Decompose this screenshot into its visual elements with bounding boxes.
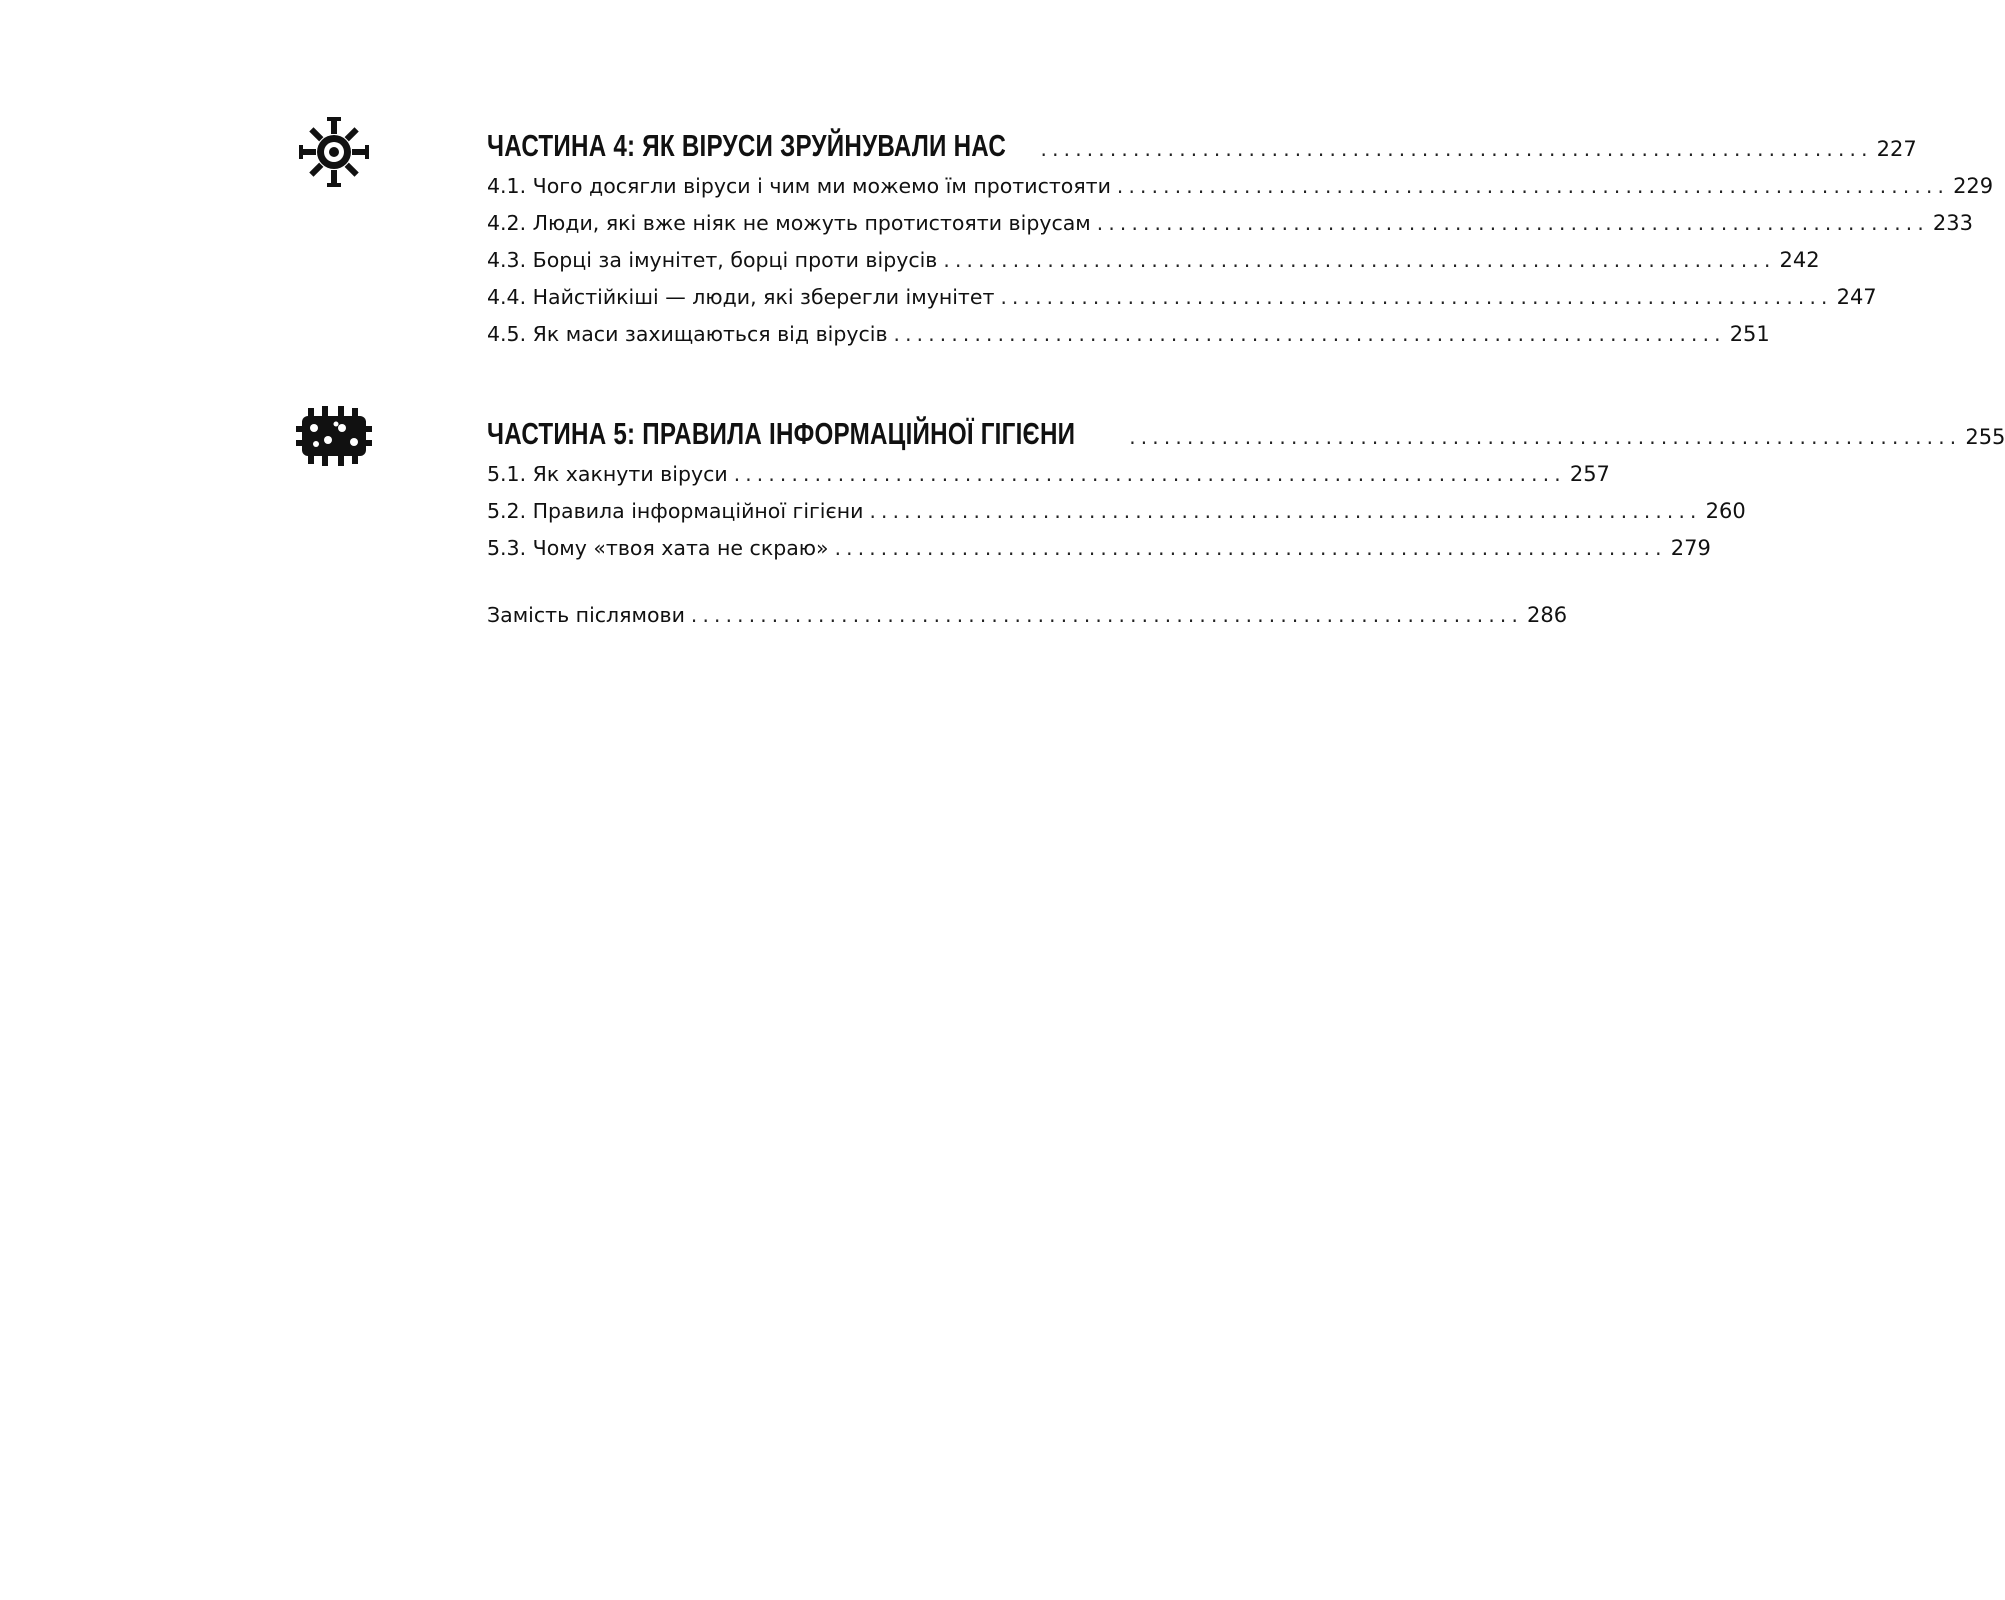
toc-entry-5-1[interactable] [487,462,1610,499]
toc-entry-title: 5.1. Як хакнути віруси [487,462,728,486]
toc-entry-afterword[interactable] [487,603,1568,640]
toc-entry-title: 4.1. Чого досягли віруси і чим ми можемо їм протистояти [487,174,1111,198]
dot-leader: ........................................................................ [1096,211,1929,235]
toc-entry-4-1[interactable] [487,174,1994,211]
toc-entry-page: 286 [1527,603,1568,627]
part-5-heading: ЧАСТИНА 5: ПРАВИЛА ІНФОРМАЦІЙНОЇ ГІГІЄНИ [487,416,1076,451]
toc-entry-title: 4.4. Найстійкіші — люди, які зберегли імунітет [487,285,995,309]
part-4-heading: ЧАСТИНА 4: ЯК ВІРУСИ ЗРУЙНУВАЛИ НАС [487,128,1007,163]
toc-entry-page: 247 [1836,285,1877,309]
dot-leader: ........................................................................ [893,322,1726,346]
toc-entry-4-5[interactable] [487,322,1770,359]
dot-leader: ........................................................................ [869,499,1702,523]
dot-leader: ........................................................................ [690,603,1524,627]
toc-entry-title: 5.3. Чому «твоя хата не скраю» [487,536,829,560]
toc-entry-page: 260 [1705,499,1746,523]
toc-entry-title: 4.3. Борці за імунітет, борці проти вірусів [487,248,938,272]
dot-leader: ........................................................................ [1116,174,1950,198]
toc-entry-page: 242 [1779,248,1820,272]
afterword-section [487,603,1568,640]
part-4-heading-row[interactable] [487,128,1917,174]
toc-entry-title: Замість післямови [487,603,685,627]
dot-leader: ........................................................................ [733,462,1566,486]
toc-entry-page: 229 [1953,174,1994,198]
part-4-page-number: 227 [1876,137,1917,161]
dot-leader: ........................................................................ [1129,425,1962,449]
toc-entry-page: 257 [1569,462,1610,486]
toc-entry-title: 5.2. Правила інформаційної гігієни [487,499,864,523]
toc-entry-title: 4.5. Як маси захищаються від вірусів [487,322,888,346]
dot-leader: ........................................................................ [834,536,1667,560]
virus-gear-icon [296,114,372,190]
dot-leader: ........................................................................ [943,248,1776,272]
dot-leader: ........................................................................ [1040,137,1873,161]
dot-leader: ........................................................................ [1000,285,1833,309]
toc-entry-4-4[interactable] [487,285,1877,322]
toc-entry-title: 4.2. Люди, які вже ніяк не можуть протистояти вірусам [487,211,1091,235]
virus-cluster-icon [296,398,372,474]
toc-entry-page: 233 [1932,211,1973,235]
part-5-page-number: 255 [1965,425,2005,449]
toc-entry-4-3[interactable] [487,248,1820,285]
toc-entry-page: 279 [1670,536,1711,560]
part-5-heading-row[interactable] [487,416,2005,462]
toc-entry-page: 251 [1729,322,1770,346]
toc-entry-4-2[interactable] [487,211,1973,248]
toc-entry-5-2[interactable] [487,499,1746,536]
toc-entry-5-3[interactable] [487,536,1711,573]
